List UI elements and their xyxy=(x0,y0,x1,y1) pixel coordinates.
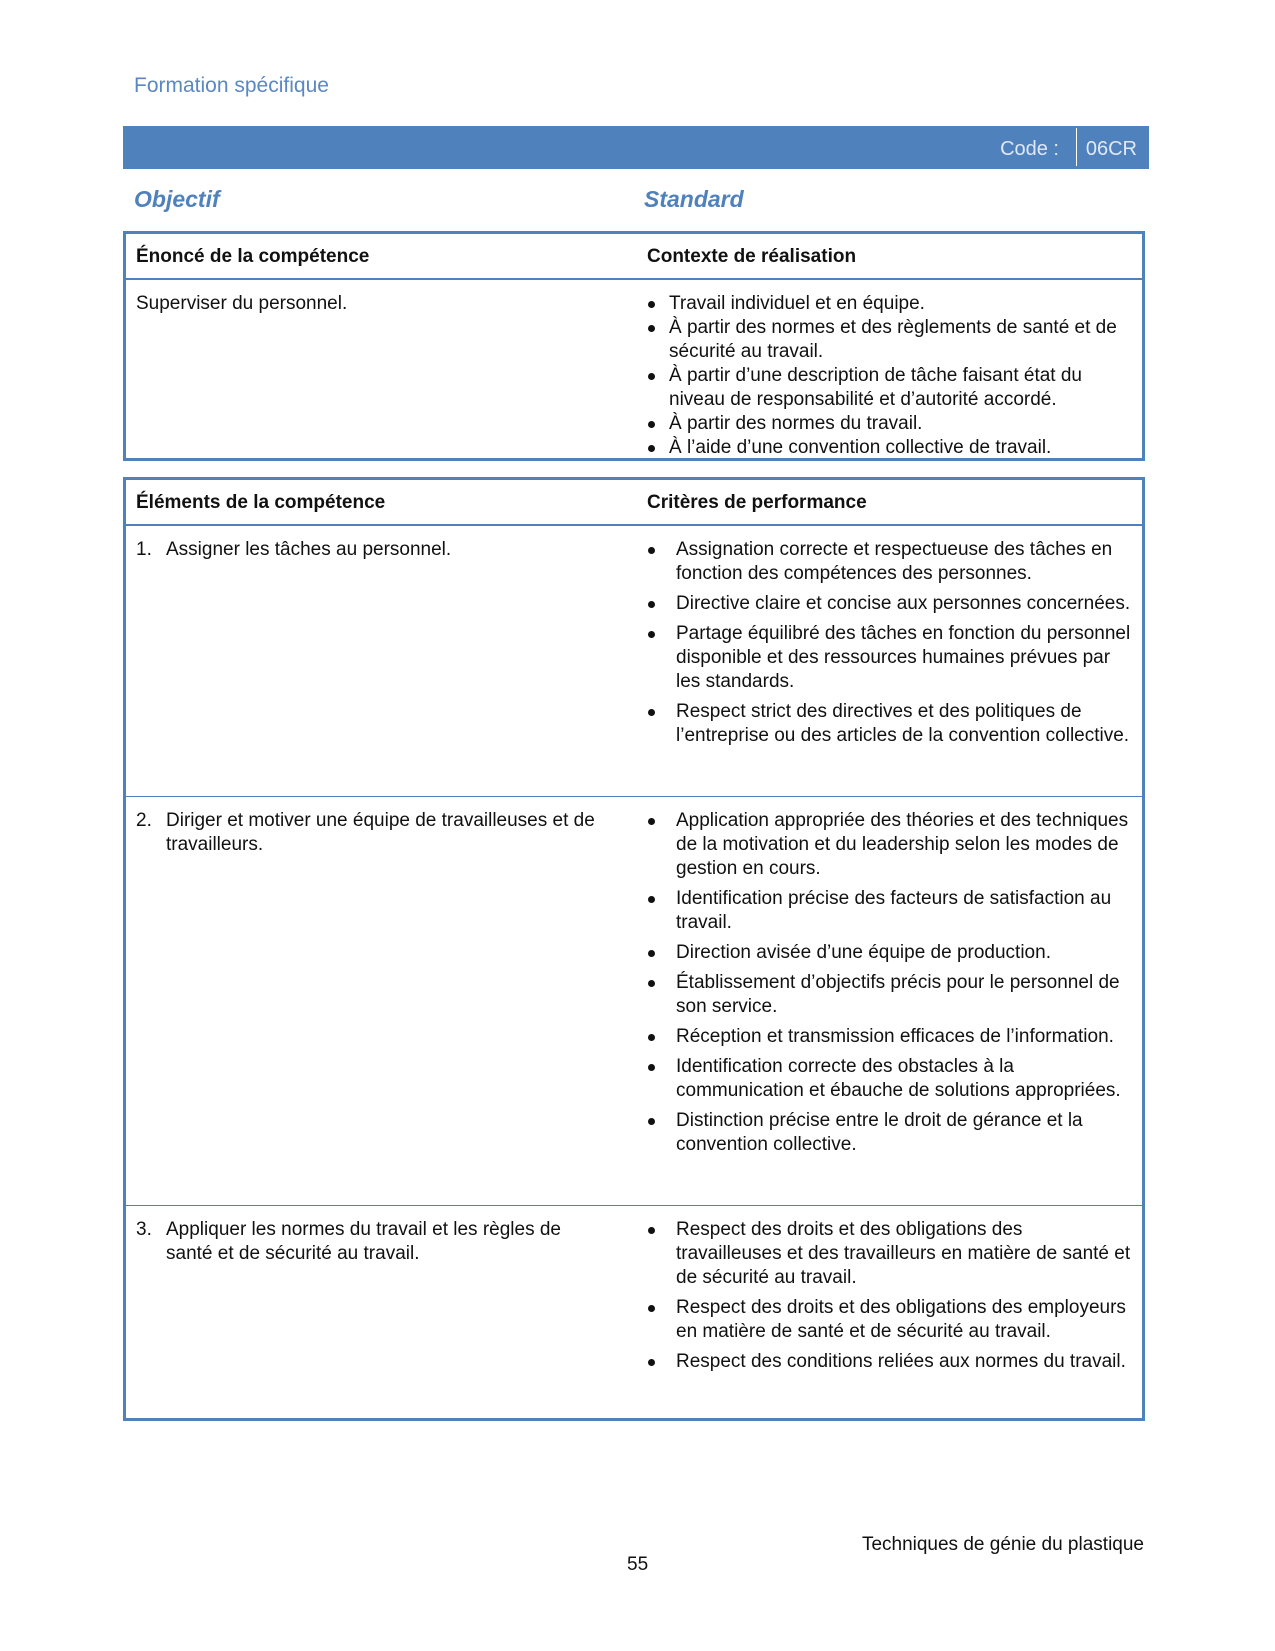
criterion-text: Établissement d’objectifs précis pour le personnel de son service. xyxy=(676,972,1120,1017)
context-list xyxy=(647,292,1132,460)
criterion-item xyxy=(647,538,1132,586)
bullet-icon xyxy=(648,1034,655,1041)
context-text: Travail individuel et en équipe. xyxy=(669,293,925,314)
element-description xyxy=(136,538,606,562)
criteria-list xyxy=(647,538,1132,754)
criterion-item xyxy=(647,1218,1132,1290)
bullet-icon xyxy=(648,601,655,608)
criterion-text: Partage équilibré des tâches en fonction du personnel disponible et des ressources humaines prévues par les standards. xyxy=(676,623,1131,692)
bullet-icon xyxy=(648,1359,655,1366)
bullet-icon xyxy=(648,1227,655,1234)
statement-column-title: Énoncé de la compétence xyxy=(136,246,370,267)
objectif-heading: Objectif xyxy=(134,186,220,212)
bullet-icon xyxy=(648,373,655,380)
criterion-text: Distinction précise entre le droit de gérance et la convention collective. xyxy=(676,1110,1083,1155)
bullet-icon xyxy=(648,445,655,452)
criterion-text: Respect des conditions reliées aux normes du travail. xyxy=(676,1351,1126,1372)
context-item xyxy=(647,292,1132,316)
elements-table xyxy=(123,477,1145,1421)
criterion-item xyxy=(647,887,1132,935)
context-text: À l’aide d’une convention collective de travail. xyxy=(669,437,1052,458)
element-number: 2. xyxy=(136,810,152,831)
criterion-item xyxy=(647,1055,1132,1103)
bullet-icon xyxy=(648,547,655,554)
element-row xyxy=(126,1205,1142,1418)
criterion-item xyxy=(647,592,1132,616)
elements-column-title: Éléments de la compétence xyxy=(136,492,386,513)
bullet-icon xyxy=(648,1305,655,1312)
context-item xyxy=(647,412,1132,436)
context-item xyxy=(647,316,1132,364)
criterion-item xyxy=(647,971,1132,1019)
bullet-icon xyxy=(648,980,655,987)
context-text: À partir des normes et des règlements de santé et de sécurité au travail. xyxy=(669,317,1117,362)
criteria-list xyxy=(647,1218,1132,1380)
elements-table-header xyxy=(126,480,1142,526)
page-number: 55 xyxy=(627,1554,649,1575)
element-description xyxy=(136,1218,606,1266)
bullet-icon xyxy=(648,301,655,308)
criterion-item xyxy=(647,941,1132,965)
bullet-icon xyxy=(648,631,655,638)
bullet-icon xyxy=(648,1118,655,1125)
element-number: 3. xyxy=(136,1219,152,1240)
bullet-icon xyxy=(648,325,655,332)
context-item xyxy=(647,436,1132,460)
criteria-column-title: Critères de performance xyxy=(647,492,867,513)
criterion-item xyxy=(647,700,1132,748)
criterion-text: Direction avisée d’une équipe de production. xyxy=(676,942,1051,963)
criterion-item xyxy=(647,1025,1132,1049)
element-row xyxy=(126,526,1142,796)
criterion-text: Respect strict des directives et des politiques de l’entreprise ou des articles de la convention collective. xyxy=(676,701,1130,746)
criterion-text: Assignation correcte et respectueuse des tâches en fonction des compétences des personnes. xyxy=(676,539,1113,584)
bullet-icon xyxy=(648,709,655,716)
element-text: Assigner les tâches au personnel. xyxy=(166,539,452,560)
criterion-item xyxy=(647,1296,1132,1344)
element-text: Appliquer les normes du travail et les règles de santé et de sécurité au travail. xyxy=(166,1219,561,1264)
criterion-text: Respect des droits et des obligations des employeurs en matière de santé et de sécurité au travail. xyxy=(676,1297,1126,1342)
code-value: 06CR xyxy=(1085,138,1137,160)
context-text: À partir d’une description de tâche faisant état du niveau de responsabilité et d’autorité accordé. xyxy=(669,365,1082,410)
context-item xyxy=(647,364,1132,412)
footer-program: Techniques de génie du plastique xyxy=(861,1534,1144,1555)
context-column-title: Contexte de réalisation xyxy=(647,246,857,267)
criterion-text: Directive claire et concise aux personnes concernées. xyxy=(676,593,1131,614)
criterion-text: Application appropriée des théories et des techniques de la motivation et du leadership selon les modes de gestion en cours. xyxy=(676,810,1129,879)
criterion-item xyxy=(647,1109,1132,1157)
section-label: Formation spécifique xyxy=(134,74,329,97)
element-row xyxy=(126,796,1142,1205)
bullet-icon xyxy=(648,950,655,957)
bullet-icon xyxy=(648,818,655,825)
competence-statement: Superviser du personnel. xyxy=(136,293,348,314)
element-number: 1. xyxy=(136,539,152,560)
code-separator xyxy=(1076,128,1077,166)
statement-table xyxy=(123,231,1145,461)
code-label: Code : xyxy=(1000,138,1059,160)
criteria-list xyxy=(647,809,1132,1163)
criterion-item xyxy=(647,622,1132,694)
criterion-text: Identification correcte des obstacles à la communication et ébauche de solutions appropriées. xyxy=(676,1056,1121,1101)
bullet-icon xyxy=(648,421,655,428)
statement-row xyxy=(126,280,1142,460)
context-text: À partir des normes du travail. xyxy=(669,413,923,434)
criterion-text: Réception et transmission efficaces de l’information. xyxy=(676,1026,1114,1047)
criterion-item xyxy=(647,1350,1132,1374)
criterion-text: Respect des droits et des obligations des travailleuses et des travailleurs en matière de santé et de sécurité au travail. xyxy=(676,1219,1131,1288)
element-description xyxy=(136,809,606,857)
statement-table-header xyxy=(126,234,1142,280)
criterion-text: Identification précise des facteurs de satisfaction au travail. xyxy=(676,888,1112,933)
criterion-item xyxy=(647,809,1132,881)
code-band xyxy=(123,126,1149,169)
standard-heading: Standard xyxy=(644,186,744,212)
bullet-icon xyxy=(648,1064,655,1071)
bullet-icon xyxy=(648,896,655,903)
element-text: Diriger et motiver une équipe de travailleuses et de travailleurs. xyxy=(166,810,595,855)
